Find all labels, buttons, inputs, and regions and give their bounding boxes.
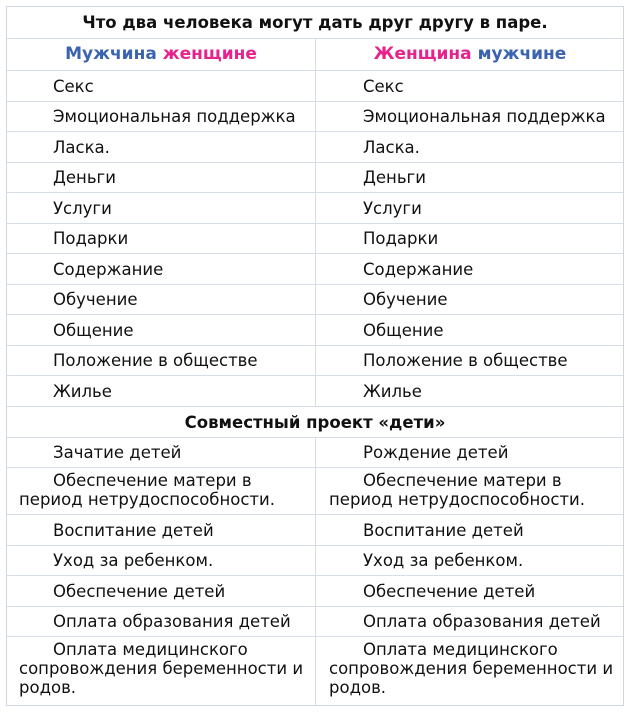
table-row <box>7 254 623 285</box>
row-right-cell: Уход за ребенком. <box>363 551 524 570</box>
table-row <box>7 346 623 376</box>
row-left-cell: Услуги <box>7 193 316 223</box>
table-row <box>7 224 623 254</box>
row-right-cell: Общение <box>363 320 444 340</box>
row-left-cell: Эмоциональная поддержка <box>7 102 316 131</box>
row-left-cell: Ласка. <box>7 132 316 162</box>
row-right-cell: Жилье <box>363 381 422 401</box>
row-right-cell: Оплата образования детей <box>363 612 601 631</box>
table-row <box>7 438 623 468</box>
table-row <box>7 71 623 102</box>
table-row <box>7 468 623 515</box>
table-title: Что два человека могут дать друг другу в паре. <box>82 13 548 32</box>
row-left-cell: Уход за ребенком. <box>7 546 316 575</box>
row-left-cell: Оплата образования детей <box>7 607 316 636</box>
row-right-cell: Оплата медицинского сопровождения беременности и родов. <box>329 640 614 697</box>
row-left-cell: Общение <box>7 315 316 345</box>
header-man-to-woman <box>7 39 316 70</box>
row-right-cell: Услуги <box>363 198 422 218</box>
row-right-cell: Деньги <box>363 168 426 187</box>
header-man-word: Мужчина <box>65 44 157 64</box>
table-row <box>7 315 623 346</box>
header-man-dative-word: мужчине <box>477 44 567 64</box>
header-woman-dative-word: женщине <box>162 44 257 64</box>
row-left-cell: Обучение <box>7 285 316 314</box>
header-woman-word: Женщина <box>373 44 472 64</box>
row-right-cell: Содержание <box>363 259 474 279</box>
table-row <box>7 132 623 163</box>
row-right-cell: Рождение детей <box>363 443 509 462</box>
row-left-cell: Обеспечение матери в период нетрудоспособности. <box>7 468 316 514</box>
row-right-cell: Подарки <box>363 229 439 248</box>
row-right-cell: Воспитание детей <box>363 520 524 540</box>
table-title-row <box>7 7 623 39</box>
section-title: Совместный проект «дети» <box>184 412 446 432</box>
row-left-cell: Секс <box>7 71 316 101</box>
table-row <box>7 607 623 637</box>
row-left-cell: Положение в обществе <box>7 346 316 375</box>
table-row <box>7 515 623 546</box>
row-left-cell: Зачатие детей <box>7 438 316 467</box>
table-row <box>7 163 623 193</box>
table-row <box>7 637 623 705</box>
row-right-cell: Ласка. <box>363 137 420 157</box>
row-right-cell: Обучение <box>363 290 448 309</box>
row-left-cell: Воспитание детей <box>7 515 316 545</box>
row-right-cell: Эмоциональная поддержка <box>363 107 606 126</box>
row-left-cell: Оплата медицинского сопровождения беременности и родов. <box>7 637 316 705</box>
row-right-cell: Секс <box>363 76 404 96</box>
header-woman-to-man <box>317 39 623 70</box>
row-right-cell: Обеспечение матери в период нетрудоспособности. <box>329 471 586 509</box>
row-right-cell: Обеспечение детей <box>363 581 536 601</box>
row-left-cell: Обеспечение детей <box>7 576 316 606</box>
section-title-row <box>7 407 623 438</box>
row-left-cell: Жилье <box>7 376 316 406</box>
exchange-table <box>6 6 624 706</box>
row-left-cell: Деньги <box>7 163 316 192</box>
row-left-cell: Подарки <box>7 224 316 253</box>
column-header-row <box>7 39 623 71</box>
table-row <box>7 376 623 407</box>
table-row <box>7 102 623 132</box>
table-row <box>7 193 623 224</box>
table-row <box>7 546 623 576</box>
table-row <box>7 285 623 315</box>
row-left-cell: Содержание <box>7 254 316 284</box>
row-right-cell: Положение в обществе <box>363 351 568 370</box>
table-row <box>7 576 623 607</box>
